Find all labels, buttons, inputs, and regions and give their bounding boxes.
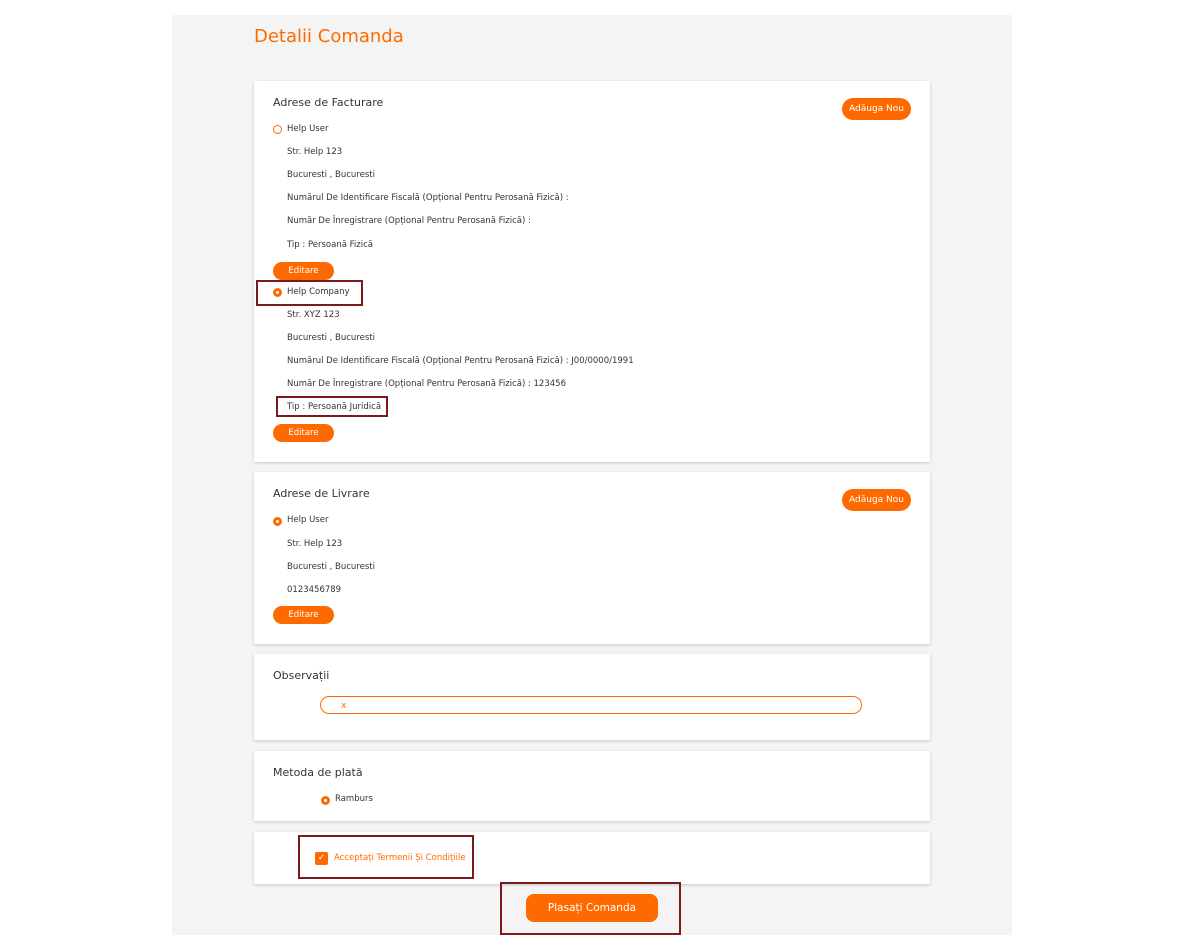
payment-option: Ramburs	[335, 794, 373, 804]
billing-1-street: Str. Help 123	[287, 147, 343, 157]
payment-radio[interactable]	[321, 796, 330, 805]
terms-checkbox[interactable]	[315, 852, 328, 865]
edit-billing-1-button[interactable]: Editare	[273, 262, 334, 280]
observations-card	[254, 654, 930, 740]
observations-title: Observații	[273, 669, 330, 682]
billing-1-registration: Număr De Înregistrare (Opțional Pentru Perosană Fizică) :	[287, 216, 531, 226]
billing-1-name: Help User	[287, 124, 329, 134]
billing-radio-1[interactable]	[273, 125, 282, 134]
billing-card	[254, 81, 930, 462]
delivery-radio[interactable]	[273, 517, 282, 526]
delivery-street: Str. Help 123	[287, 539, 343, 549]
billing-2-street: Str. XYZ 123	[287, 310, 340, 320]
edit-delivery-button[interactable]: Editare	[273, 606, 334, 624]
billing-1-city: Bucuresti , Bucuresti	[287, 170, 375, 180]
delivery-name: Help User	[287, 515, 329, 525]
billing-1-fiscal: Numărul De Identificare Fiscală (Opțional Pentru Perosană Fizică) :	[287, 193, 569, 203]
billing-title: Adrese de Facturare	[273, 96, 384, 109]
billing-2-registration: Număr De Înregistrare (Opțional Pentru Perosană Fizică) : 123456	[287, 379, 566, 389]
billing-radio-2[interactable]	[273, 288, 282, 297]
place-order-button[interactable]: Plasați Comanda	[526, 894, 658, 922]
edit-billing-2-button[interactable]: Editare	[273, 424, 334, 442]
terms-label[interactable]: Acceptați Termenii Și Condițiile	[334, 853, 466, 863]
delivery-phone: 0123456789	[287, 585, 342, 595]
billing-2-name: Help Company	[287, 287, 350, 297]
add-delivery-button[interactable]: Adăuga Nou	[842, 489, 911, 511]
terms-card	[254, 832, 930, 884]
delivery-city: Bucuresti , Bucuresti	[287, 562, 375, 572]
observations-input[interactable]: x	[320, 696, 862, 714]
payment-card	[254, 751, 930, 821]
add-billing-button[interactable]: Adăuga Nou	[842, 98, 911, 120]
billing-2-city: Bucuresti , Bucuresti	[287, 333, 375, 343]
billing-2-fiscal: Numărul De Identificare Fiscală (Opțional Pentru Perosană Fizică) : J00/0000/1991	[287, 356, 634, 366]
page-title: Detalii Comanda	[254, 26, 404, 47]
payment-title: Metoda de plată	[273, 766, 363, 779]
billing-2-type: Tip : Persoană Juridică	[287, 402, 382, 412]
delivery-card	[254, 472, 930, 644]
check-icon: ✓	[317, 853, 326, 863]
billing-1-type: Tip : Persoană Fizică	[287, 240, 373, 250]
delivery-title: Adrese de Livrare	[273, 487, 370, 500]
